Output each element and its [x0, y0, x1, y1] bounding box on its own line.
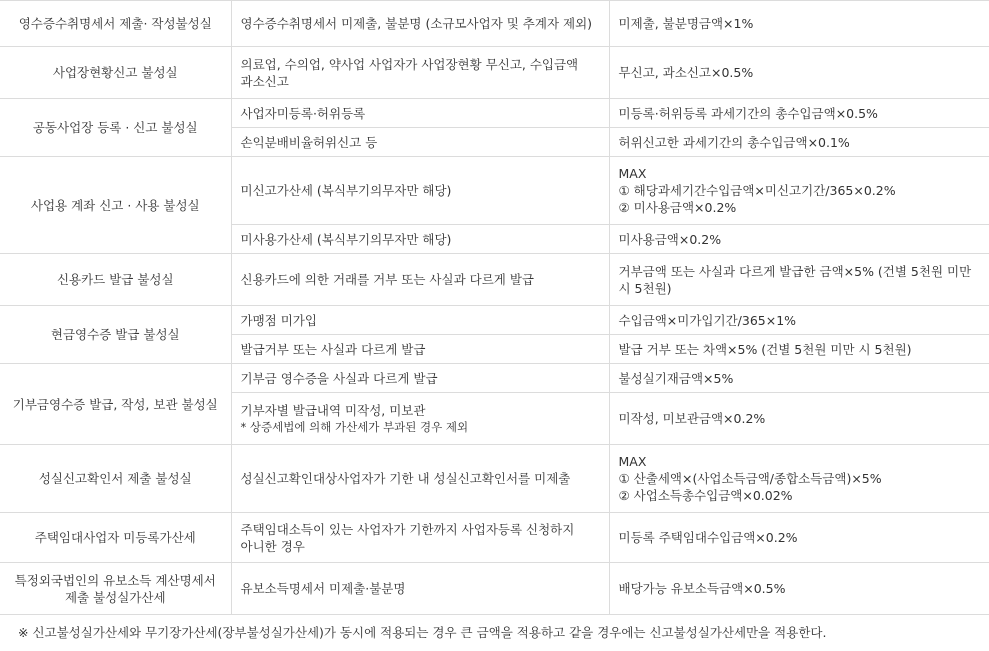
category-cell: 사업장현황신고 불성실: [0, 47, 231, 99]
penalty-line: ① 산출세액×(사업소득금액/종합소득금액)×5%: [618, 471, 882, 486]
category-cell: 주택임대사업자 미등록가산세: [0, 513, 231, 563]
penalty-cell: [609, 157, 989, 225]
penalty-cell: 미사용금액×0.2%: [609, 225, 989, 254]
description-cell: 신용카드에 의한 거래를 거부 또는 사실과 다르게 발급: [231, 254, 609, 306]
penalty-line: MAX: [618, 166, 647, 181]
penalty-cell: 미제출, 불분명금액×1%: [609, 1, 989, 47]
description-cell: 가맹점 미가입: [231, 306, 609, 335]
table-row: [0, 306, 989, 335]
description-text: 기부자별 발급내역 미작성, 미보관: [240, 402, 426, 418]
table-row: [0, 445, 989, 513]
category-cell: 특정외국법인의 유보소득 계산명세서 제출 불성실가산세: [0, 563, 231, 615]
description-cell: 주택임대소득이 있는 사업자가 기한까지 사업자등록 신청하지 아니한 경우: [231, 513, 609, 563]
description-cell: 미사용가산세 (복식부기의무자만 해당): [231, 225, 609, 254]
penalty-cell: 미등록 주택임대수입금액×0.2%: [609, 513, 989, 563]
description-cell: [231, 393, 609, 445]
penalty-cell: 수입금액×미가입기간/365×1%: [609, 306, 989, 335]
penalty-line: ① 해당과세기간수입금액×미신고기간/365×0.2%: [618, 183, 896, 198]
description-cell: 의료업, 수의업, 약사업 사업자가 사업장현황 무신고, 수입금액 과소신고: [231, 47, 609, 99]
table-row: [0, 47, 989, 99]
category-cell: 기부금영수증 발급, 작성, 보관 불성실: [0, 364, 231, 445]
description-note: * 상증세법에 의해 가산세가 부과된 경우 제외: [240, 419, 469, 434]
description-cell: 성실신고확인대상사업자가 기한 내 성실신고확인서를 미제출: [231, 445, 609, 513]
penalty-cell: 무신고, 과소신고×0.5%: [609, 47, 989, 99]
category-cell: 사업용 계좌 신고 · 사용 불성실: [0, 157, 231, 254]
penalty-cell: 불성실기재금액×5%: [609, 364, 989, 393]
table-row: [0, 563, 989, 615]
penalty-line: ② 미사용금액×0.2%: [618, 200, 737, 215]
table-row: [0, 157, 989, 225]
penalty-cell: 허위신고한 과세기간의 총수입금액×0.1%: [609, 128, 989, 157]
description-cell: 손익분배비율허위신고 등: [231, 128, 609, 157]
description-cell: 사업자미등록·허위등록: [231, 99, 609, 128]
table-row: [0, 254, 989, 306]
description-cell: 기부금 영수증을 사실과 다르게 발급: [231, 364, 609, 393]
table-row: [0, 364, 989, 393]
category-cell: 영수증수취명세서 제출· 작성불성실: [0, 1, 231, 47]
description-cell: 미신고가산세 (복식부기의무자만 해당): [231, 157, 609, 225]
table-row: [0, 1, 989, 47]
penalty-cell: 미작성, 미보관금액×0.2%: [609, 393, 989, 445]
category-cell: 현금영수증 발급 불성실: [0, 306, 231, 364]
penalty-line: ② 사업소득총수입금액×0.02%: [618, 488, 793, 503]
penalty-cell: 거부금액 또는 사실과 다르게 발급한 금액×5% (건별 5천원 미만 시 5천원): [609, 254, 989, 306]
category-cell: 신용카드 발급 불성실: [0, 254, 231, 306]
description-cell: 유보소득명세서 미제출·불분명: [231, 563, 609, 615]
penalty-cell: 미등록·허위등록 과세기간의 총수입금액×0.5%: [609, 99, 989, 128]
penalty-cell: 발급 거부 또는 차액×5% (건별 5천원 미만 시 5천원): [609, 335, 989, 364]
category-cell: 공동사업장 등록 · 신고 불성실: [0, 99, 231, 157]
penalty-cell: [609, 445, 989, 513]
penalty-cell: 배당가능 유보소득금액×0.5%: [609, 563, 989, 615]
description-cell: 발급거부 또는 사실과 다르게 발급: [231, 335, 609, 364]
table-row: [0, 513, 989, 563]
category-cell: 성실신고확인서 제출 불성실: [0, 445, 231, 513]
footnote: ※ 신고불성실가산세와 무기장가산세(장부불성실가산세)가 동시에 적용되는 경우 큰 금액을 적용하고 같을 경우에는 신고불성실가산세만을 적용한다.: [18, 625, 827, 640]
description-cell: 영수증수취명세서 미제출, 불분명 (소규모사업자 및 추계자 제외): [231, 1, 609, 47]
table-row: [0, 99, 989, 128]
penalty-line: MAX: [618, 454, 647, 469]
